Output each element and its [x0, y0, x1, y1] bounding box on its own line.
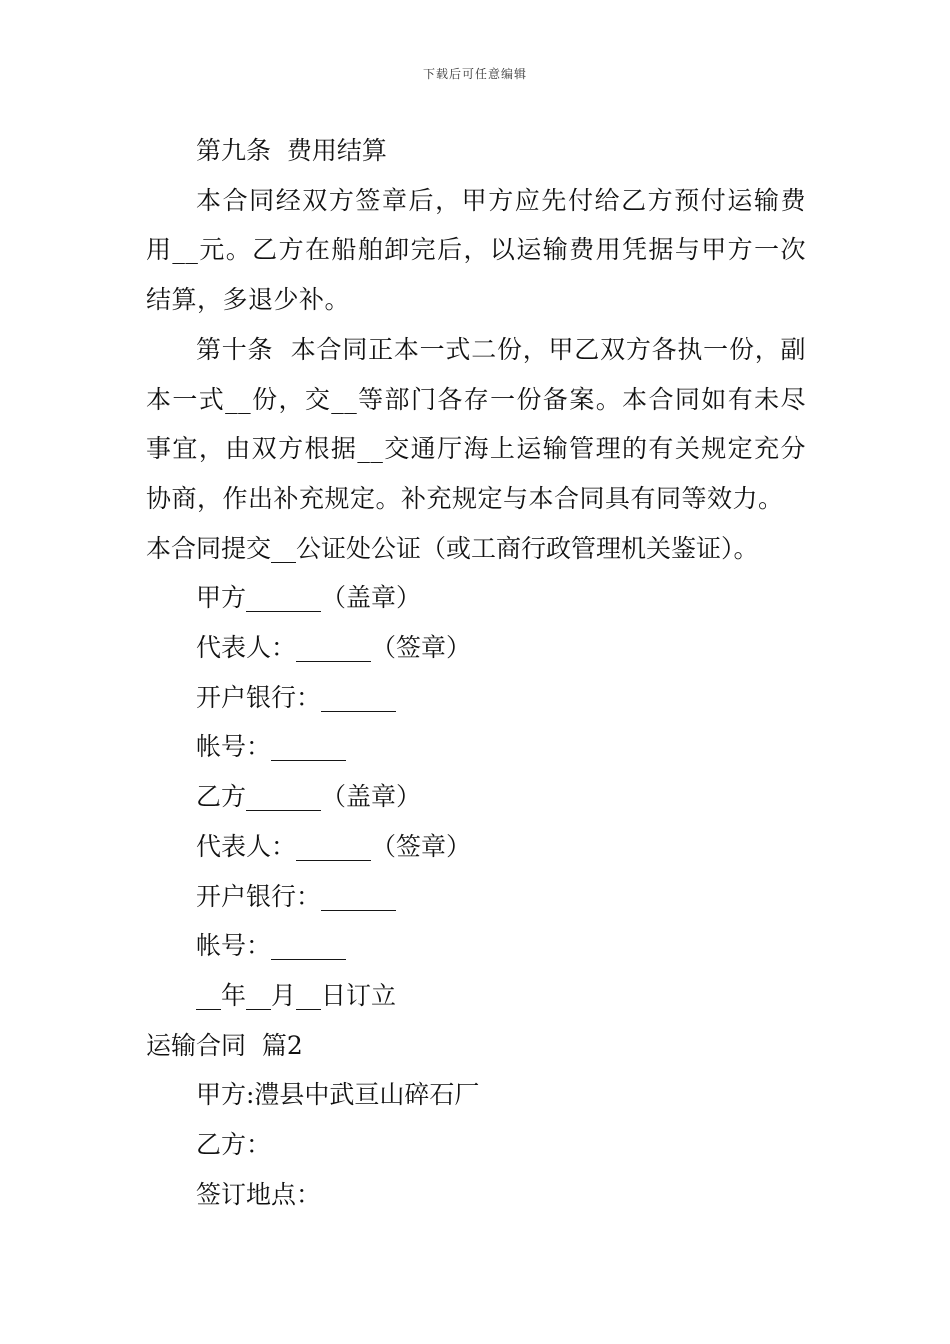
article-10-notary: 本合同提交__公证处公证（或工商行政管理机关鉴证）。: [146, 533, 759, 563]
party-b-representative: 代表人：______（签章）: [196, 831, 472, 861]
contract-2-party-b: 乙方：: [196, 1130, 272, 1160]
header-watermark: 下载后可任意编辑: [422, 67, 527, 81]
party-b-account: 帐号：______: [196, 931, 347, 961]
party-a-representative: 代表人：______（签章）: [196, 633, 472, 663]
contract-2-party-a: 甲方:澧县中武亘山碎石厂: [196, 1080, 480, 1110]
article-9-title: 第九条 费用结算: [196, 136, 387, 165]
signing-date: __年__月__日订立: [196, 980, 397, 1010]
contract-2-title: 运输合同 篇2: [146, 1030, 303, 1060]
document-body: [146, 126, 806, 1219]
article-10-body: 第十条 本合同正本一式二份，甲乙双方各执一份，副本一式__份，交__等部门各存一份备案。本合同如有未尽事宜，由双方根据__交通厅海上运输管理的有关规定充分协商，作出补充规定。补充规定与本合同具有同等效力。: [146, 334, 806, 513]
party-a-account: 帐号：______: [196, 732, 347, 762]
contract-2-signing-place: 签订地点：: [196, 1179, 322, 1209]
party-a-line: 甲方______（盖章）: [196, 583, 422, 613]
party-b-bank: 开户银行：______: [196, 881, 397, 911]
party-b-line: 乙方______（盖章）: [196, 782, 422, 812]
party-a-bank: 开户银行：______: [196, 682, 397, 712]
article-9-body: 本合同经双方签章后，甲方应先付给乙方预付运输费用__元。乙方在船舶卸完后，以运输费用凭据与甲方一次结算，多退少补。: [146, 185, 806, 315]
